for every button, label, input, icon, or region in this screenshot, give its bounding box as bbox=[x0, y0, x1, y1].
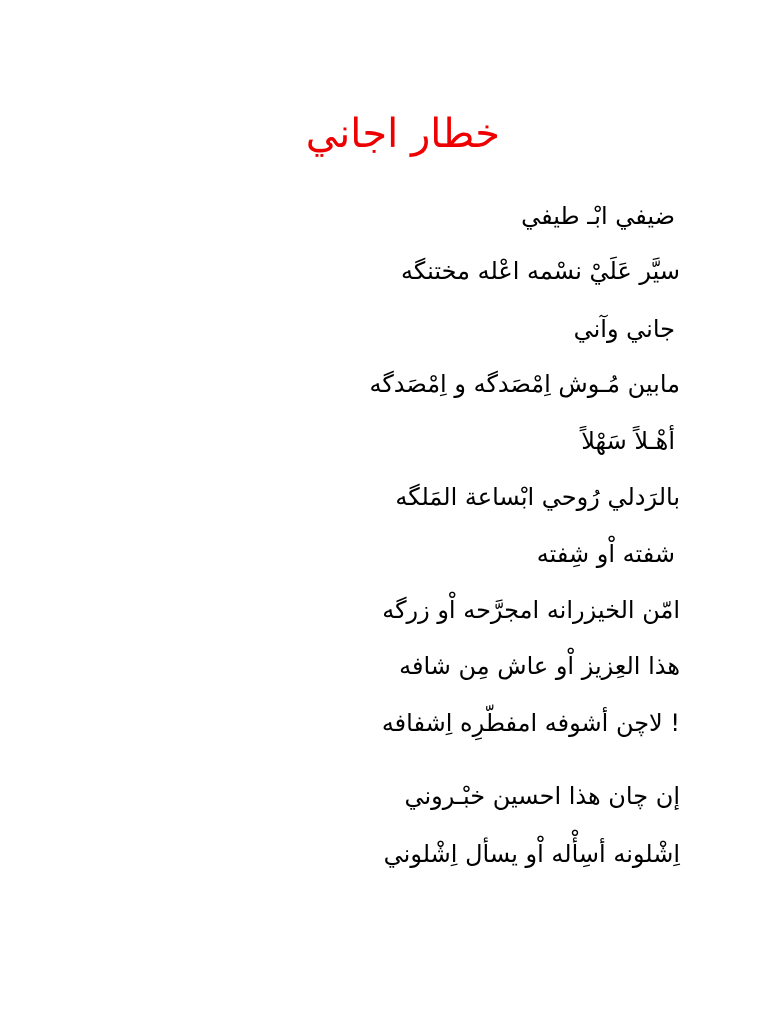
poem-line-8: امّن الخيزرانه امجرَّحه اْو زرگه bbox=[382, 596, 680, 624]
poem-line-10: ! لاچن أشوفه امفطّرِه اِشفافه bbox=[381, 709, 680, 737]
poem-line-5: أهْـلاً سَهْلاً bbox=[581, 427, 675, 455]
poem-line-9: هذا العِزيز اْو عاش مِن شافه bbox=[399, 652, 680, 680]
poem-line-4: مابين مُـوش اِمْصَدگه و اِمْصَدگه bbox=[369, 370, 680, 398]
poem-title: خطار اجاني bbox=[305, 111, 500, 157]
poem-line-11: إن چان هذا احسين خبْـروني bbox=[404, 782, 680, 810]
poem-line-6: بالرَدلي رُوحي ابْساعة المَلگه bbox=[395, 483, 680, 511]
poem-line-1: ضيفي ابْـ طيفي bbox=[521, 202, 675, 230]
poem-line-12: اِشْلونه أسِأْله اْو يسأل اِشْلوني bbox=[383, 840, 680, 868]
poem-line-3: جاني وآني bbox=[573, 315, 675, 343]
poem-line-2: سيَّر عَلَيْ نسْمه اعْله مختنگه bbox=[401, 257, 680, 285]
poem-line-7: شفته اْو شِفته bbox=[536, 540, 675, 568]
